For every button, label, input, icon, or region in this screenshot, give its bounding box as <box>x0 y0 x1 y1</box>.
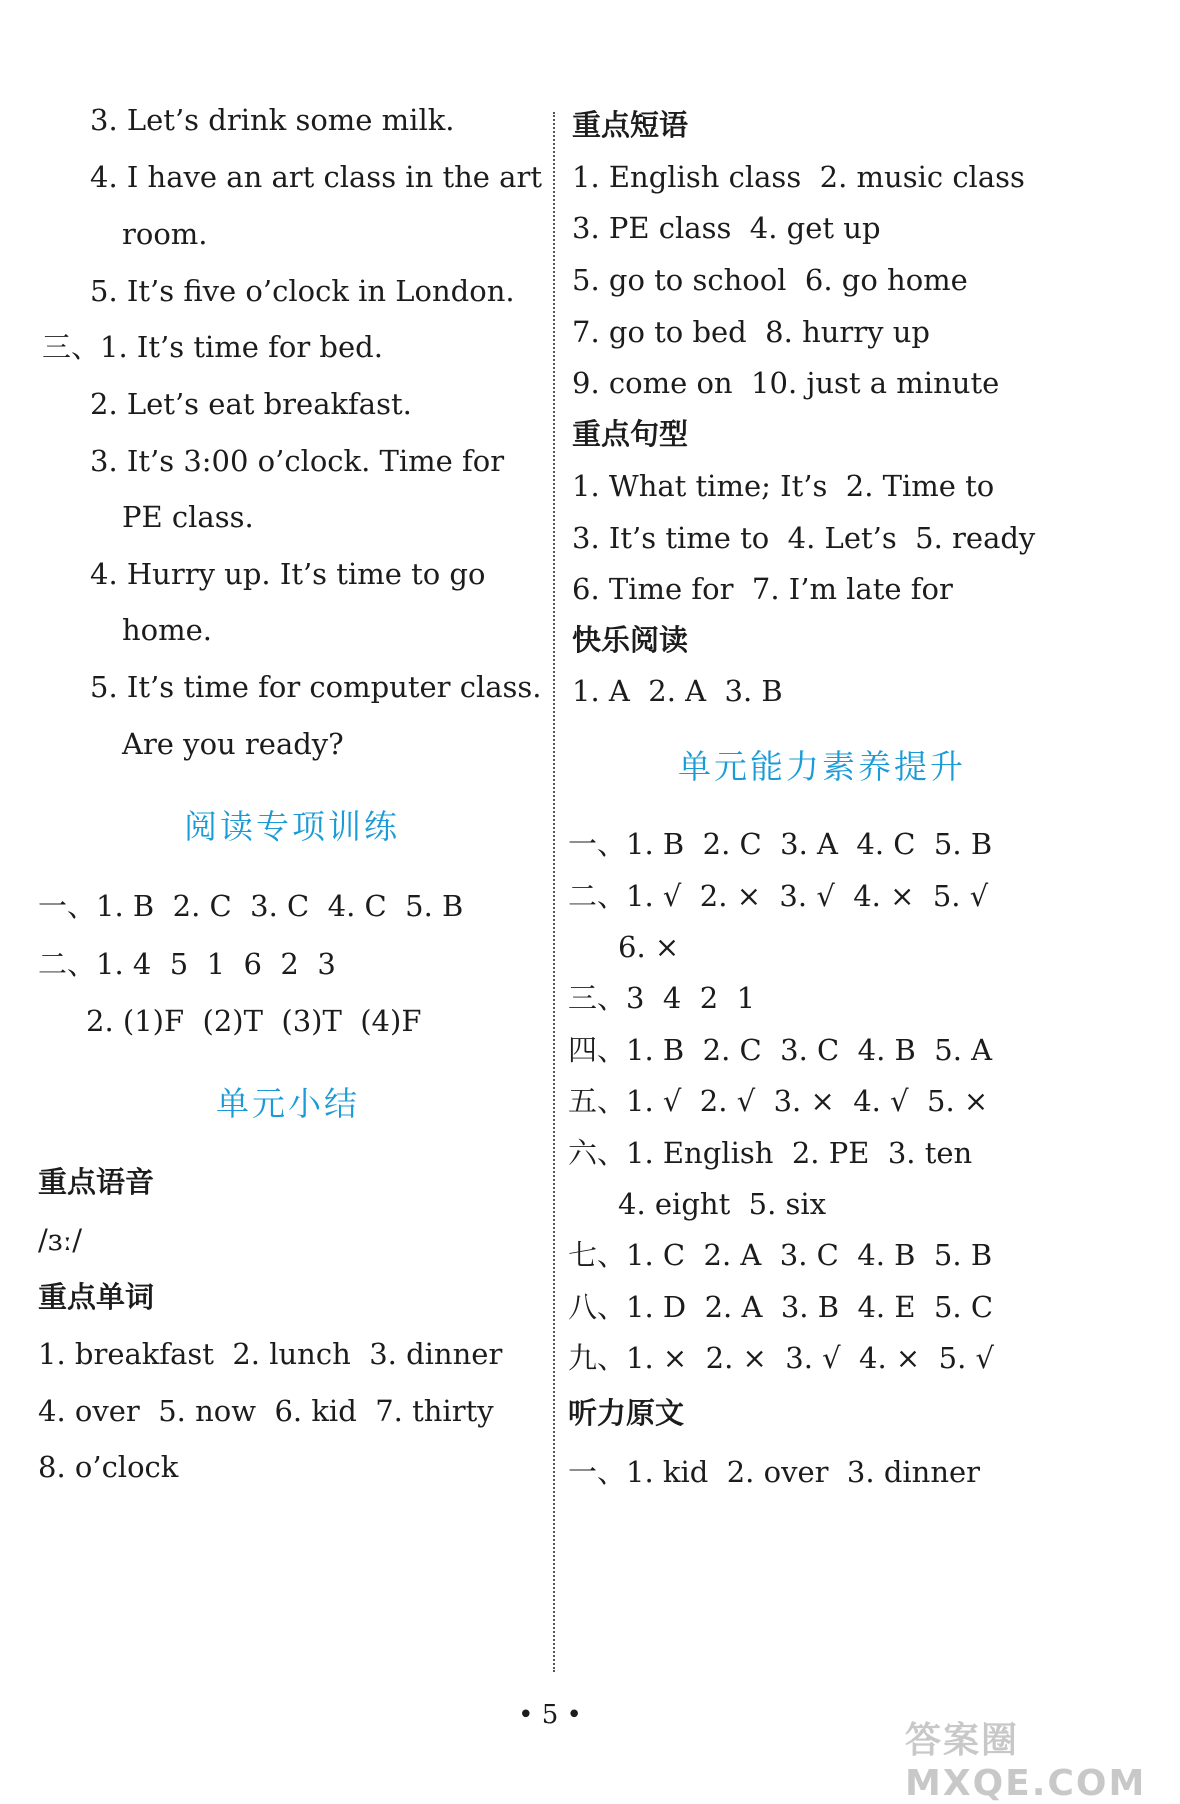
answer-line: 三、1. It’s time for bed. <box>42 330 383 364</box>
heading-key-phrases: 重点短语 <box>572 108 689 142</box>
heading-key-words: 重点单词 <box>38 1280 155 1314</box>
answer-line: 二、1. 4 5 1 6 2 3 <box>38 947 336 981</box>
answer-line: 9. come on 10. just a minute <box>572 366 1000 400</box>
page-number: • 5 • <box>518 1700 582 1730</box>
answer-line: 7. go to bed 8. hurry up <box>572 315 930 349</box>
answer-line: 九、1. × 2. × 3. √ 4. × 5. √ <box>568 1341 995 1375</box>
answer-line: 3. Let’s drink some milk. <box>90 103 455 137</box>
answer-line: 1. What time; It’s 2. Time to <box>572 469 995 503</box>
answer-line: 4. I have an art class in the art <box>90 160 542 194</box>
answer-line: 6. Time for 7. I’m late for <box>572 572 953 606</box>
answer-line: 5. It’s five o’clock in London. <box>90 274 515 308</box>
answer-line: 3. It’s time to 4. Let’s 5. ready <box>572 521 1036 555</box>
heading-pronunciation: 重点语音 <box>38 1165 155 1199</box>
answer-line: 2. Let’s eat breakfast. <box>90 387 412 421</box>
answer-line: 五、1. √ 2. √ 3. × 4. √ 5. × <box>568 1084 989 1118</box>
answer-line: 一、1. kid 2. over 3. dinner <box>568 1455 981 1489</box>
answer-line: 8. o’clock <box>38 1450 179 1484</box>
answer-line: 一、1. B 2. C 3. C 4. C 5. B <box>38 889 464 923</box>
answer-line: Are you ready? <box>122 727 344 761</box>
answer-line: 2. (1)F (2)T (3)T (4)F <box>86 1004 422 1038</box>
answer-line: 3. PE class 4. get up <box>572 211 881 245</box>
answer-line: 一、1. B 2. C 3. A 4. C 5. B <box>568 827 993 861</box>
answer-line: 1. English class 2. music class <box>572 160 1025 194</box>
answer-line: 4. eight 5. six <box>618 1187 827 1221</box>
watermark-logo: 答案圈 MXQE.COM <box>905 1720 1147 1804</box>
answer-line: home. <box>122 613 213 647</box>
answer-line: 5. It’s time for computer class. <box>90 670 542 704</box>
answer-line: 二、1. √ 2. × 3. √ 4. × 5. √ <box>568 879 989 913</box>
answer-line: 1. breakfast 2. lunch 3. dinner <box>38 1337 503 1371</box>
answer-line: 4. over 5. now 6. kid 7. thirty <box>38 1394 494 1428</box>
heading-listening-script: 听力原文 <box>568 1396 685 1430</box>
answer-line: 四、1. B 2. C 3. C 4. B 5. A <box>568 1033 993 1067</box>
answer-line: 七、1. C 2. A 3. C 4. B 5. B <box>568 1238 993 1272</box>
answer-line: 3. It’s 3:00 o’clock. Time for <box>90 444 505 478</box>
answer-line: 八、1. D 2. A 3. B 4. E 5. C <box>568 1290 994 1324</box>
section-title-ability: 单元能力素养提升 <box>678 747 966 786</box>
answer-line: 4. Hurry up. It’s time to go <box>90 557 486 591</box>
heading-happy-reading: 快乐阅读 <box>572 623 689 657</box>
section-title-reading: 阅读专项训练 <box>184 807 400 846</box>
answer-line: 六、1. English 2. PE 3. ten <box>568 1136 973 1170</box>
phonetic-symbol: /ɜː/ <box>38 1223 83 1257</box>
answer-line: room. <box>122 217 208 251</box>
answer-line: 三、3 4 2 1 <box>568 981 756 1015</box>
answer-line: PE class. <box>122 500 254 534</box>
heading-key-sentences: 重点句型 <box>572 417 689 451</box>
section-title-summary: 单元小结 <box>216 1084 360 1123</box>
answer-line: 6. × <box>618 930 680 964</box>
answer-line: 5. go to school 6. go home <box>572 263 968 297</box>
column-divider <box>553 112 555 1672</box>
answer-line: 1. A 2. A 3. B <box>572 674 783 708</box>
